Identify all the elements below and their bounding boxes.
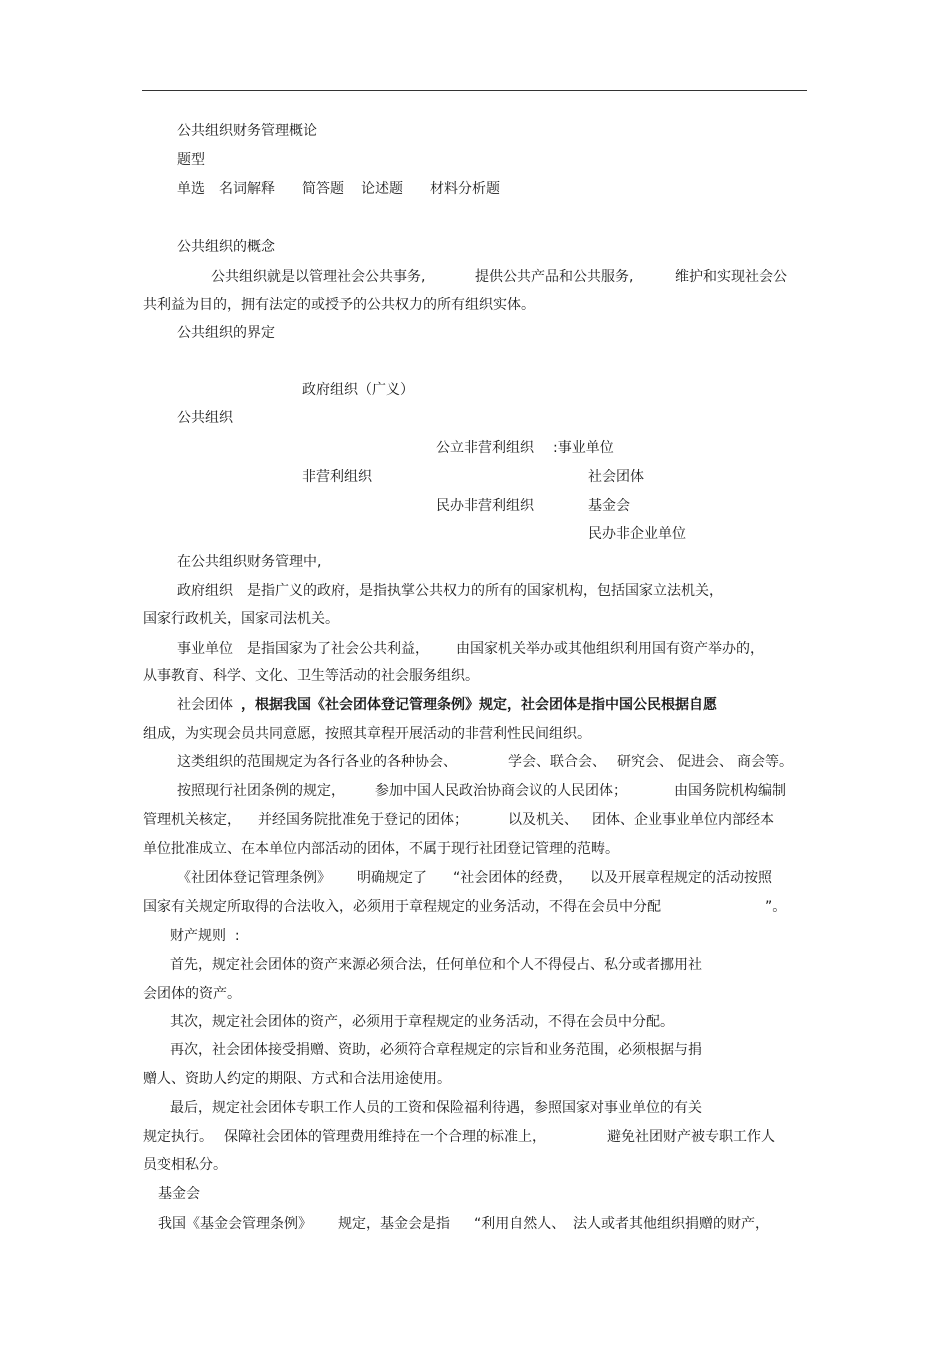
paragraph-text: 最后，规定社会团体专职工作人员的工资和保险福利待遇，参照国家对事业单位的有关 [170,1100,702,1116]
paragraph-text: 法人或者其他组织捐赠的财产， [573,1216,769,1232]
paragraph-text: 在公共组织财务管理中, [177,554,322,570]
concept-text: 提供公共产品和公共服务, [475,269,634,285]
paragraph-text: 这类组织的范围规定为各行各业的各种协会、 [177,754,457,770]
paragraph-text: 会团体的资产。 [143,986,241,1002]
concept-text: 维护和实现社会公 [675,269,787,285]
tree-node-nonprofit: 非营利组织 [302,469,372,485]
tree-node-institution: :事业单位 [553,440,614,456]
question-type-item: 论述题 [361,181,403,197]
paragraph-text: 其次，规定社会团体的资产，必须用于章程规定的业务活动，不得在会员中分配。 [170,1014,674,1030]
paragraph-text: 我国《基金会管理条例》 [158,1216,312,1232]
paragraph-text: 单位批准成立、在本单位内部活动的团体，不属于现行社团登记管理的范畴。 [143,841,619,857]
paragraph-text: 保障社会团体的管理费用维持在一个合理的标准上， [224,1129,546,1145]
concept-text: 公共组织就是以管理社会公共事务, [211,269,426,285]
tree-node-private-nonprofit: 民办非营利组织 [436,498,534,514]
paragraph-text: 参加中国人民政治协商会议的人民团体； [375,783,627,799]
paragraph-text: 以及机关、 [508,812,578,828]
question-type-item: 简答题 [302,181,344,197]
paragraph-text: ，根据我国《社会团体登记管理条例》规定，社会团体是指中国公民根据自愿 [241,697,717,713]
question-type-item: 材料分析题 [430,181,500,197]
paragraph-text: ”。 [765,899,787,915]
term-social-group: 社会团体 [177,697,233,713]
section-heading: 公共组织的概念 [177,239,275,255]
paragraph-text: 国家有关规定所取得的合法收入，必须用于章程规定的业务活动，不得在会员中分配 [143,899,661,915]
paragraph-text: 并经国务院批准免于登记的团体； [258,812,468,828]
section-heading: 公共组织的界定 [177,325,275,341]
paragraph-text: 从事教育、科学、文化、卫生等活动的社会服务组织。 [143,668,479,684]
document-title: 公共组织财务管理概论 [177,123,317,139]
tree-node-private-nonenterprise: 民办非企业单位 [588,526,686,542]
paragraph-text: “社会团体的经费， [453,870,573,886]
paragraph-text: 以及开展章程规定的活动按照 [590,870,772,886]
question-type-item: 单选 [177,181,205,197]
paragraph-text: 研究会、 [617,754,673,770]
question-types-label: 题型 [177,152,205,168]
section-heading: 财产规则 : [170,928,240,944]
paragraph-text: 团体、企业事业单位内部经本 [592,812,774,828]
paragraph-text: 《社团体登记管理条例》 [177,870,331,886]
question-type-item: 名词解释 [219,181,275,197]
paragraph-text: 明确规定了 [357,870,427,886]
tree-node-social-group: 社会团体 [588,469,644,485]
paragraph-text: 是指广义的政府，是指执掌公共权力的所有的国家机构，包括国家立法机关， [247,583,723,599]
paragraph-text: 员变相私分。 [143,1157,227,1173]
paragraph-text: 首先，规定社会团体的资产来源必须合法，任何单位和个人不得侵占、私分或者挪用社 [170,957,702,973]
paragraph-text: 赠人、资助人约定的期限、方式和合法用途使用。 [143,1071,451,1087]
section-heading: 基金会 [158,1186,200,1202]
paragraph-text: 由国家机关举办或其他组织利用国有资产举办的， [456,641,764,657]
term-government: 政府组织 [177,583,233,599]
paragraph-text: “利用自然人、 [474,1216,566,1232]
paragraph-text: 按照现行社团条例的规定， [177,783,345,799]
paragraph-text: 促进会、 [677,754,733,770]
paragraph-text: 组成，为实现会员共同意愿，按照其章程开展活动的非营利性民间组织。 [143,726,591,742]
paragraph-text: 国家行政机关，国家司法机关。 [143,611,339,627]
tree-node-government: 政府组织（广义） [302,382,414,398]
paragraph-text: 学会、联合会、 [508,754,606,770]
term-institution: 事业单位 [177,641,233,657]
paragraph-text: 管理机关核定， [143,812,241,828]
paragraph-text: 避免社团财产被专职工作人 [607,1129,775,1145]
paragraph-text: 再次，社会团体接受捐赠、资助，必须符合章程规定的宗旨和业务范围，必须根据与捐 [170,1042,702,1058]
paragraph-text: 是指国家为了社会公共利益， [247,641,429,657]
tree-node-public-nonprofit: 公立非营利组织 [436,440,534,456]
paragraph-text: 由国务院机构编制 [674,783,786,799]
tree-node-root: 公共组织 [177,410,233,426]
paragraph-text: 商会等。 [737,754,793,770]
paragraph-text: 规定，基金会是指 [338,1216,450,1232]
concept-text: 共利益为目的，拥有法定的或授予的公共权力的所有组织实体。 [143,297,535,313]
tree-node-foundation: 基金会 [588,498,630,514]
header-rule [142,90,807,91]
paragraph-text: 规定执行。 [143,1129,213,1145]
